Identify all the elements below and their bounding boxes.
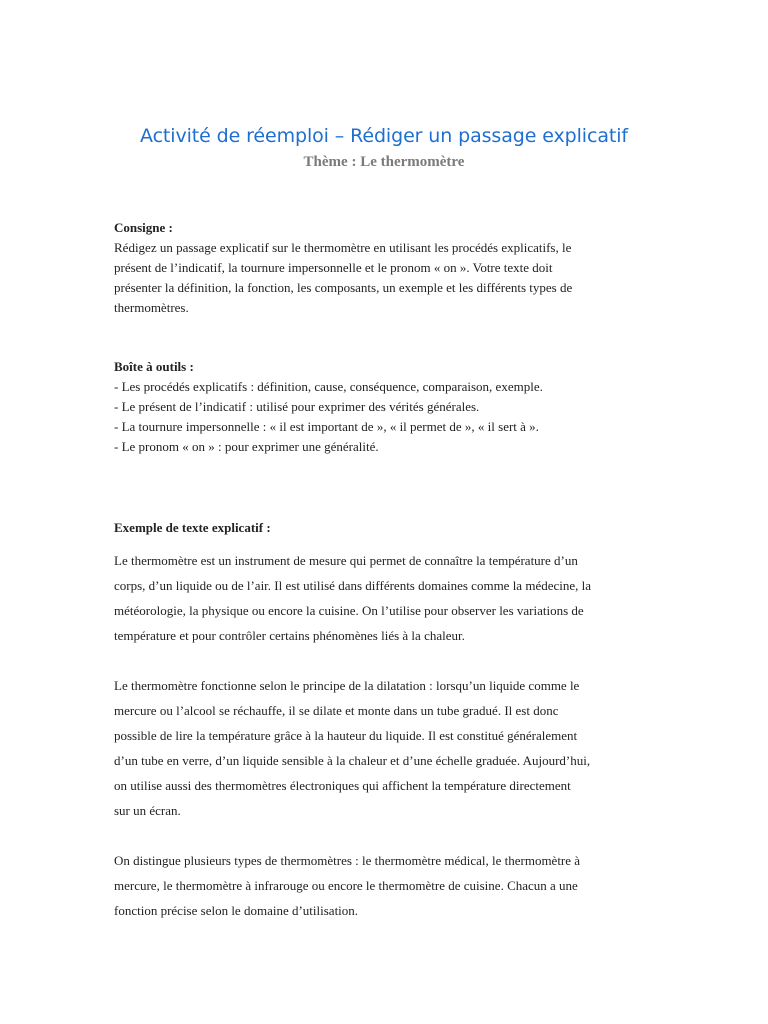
consigne-line: présent de l’indicatif, la tournure impersonnelle et le pronom « on ». Votre texte doit: [114, 260, 553, 275]
paragraph-line: possible de lire la température grâce à la hauteur du liquide. Il est constitué généralement: [114, 728, 578, 743]
paragraph-line: corps, d’un liquide ou de l’air. Il est utilisé dans différents domaines comme la médecine, la: [114, 578, 592, 593]
document-subtitle: Thème : Le thermomètre: [303, 154, 465, 170]
paragraph-line: sur un écran.: [114, 803, 181, 818]
example-paragraph: [114, 848, 659, 923]
paragraph-line: d’un tube en verre, d’un liquide sensible à la chaleur et d’une échelle graduée. Aujourd’hui,: [114, 753, 591, 768]
toolbox-label: Boîte à outils :: [114, 359, 194, 374]
consigne-line: présenter la définition, la fonction, les composants, un exemple et les différents types de: [114, 280, 573, 295]
paragraph-line: météorologie, la physique ou encore la cuisine. On l’utilise pour observer les variations de: [114, 603, 584, 618]
consigne-section: [114, 218, 659, 318]
document-title: Activité de réemploi – Rédiger un passage explicatif: [140, 125, 628, 147]
paragraph-line: Le thermomètre est un instrument de mesure qui permet de connaître la température d’un: [114, 553, 578, 568]
paragraph-line: On distingue plusieurs types de thermomètres : le thermomètre médical, le thermomètre à: [114, 853, 581, 868]
example-paragraph: [114, 673, 659, 823]
toolbox-item: - La tournure impersonnelle : « il est important de », « il permet de », « il sert à ».: [114, 419, 539, 434]
paragraph-line: mercure, le thermomètre à infrarouge ou encore le thermomètre de cuisine. Chacun a une: [114, 878, 578, 893]
toolbox-item: - Les procédés explicatifs : définition, cause, conséquence, comparaison, exemple.: [114, 379, 543, 394]
consigne-line: thermomètres.: [114, 300, 189, 315]
example-heading: Exemple de texte explicatif :: [114, 520, 271, 535]
paragraph-line: on utilise aussi des thermomètres électroniques qui affichent la température directement: [114, 778, 571, 793]
paragraph-line: température et pour contrôler certains phénomènes liés à la chaleur.: [114, 628, 465, 643]
paragraph-line: Le thermomètre fonctionne selon le principe de la dilatation : lorsqu’un liquide comme le: [114, 678, 580, 693]
consigne-line: Rédigez un passage explicatif sur le thermomètre en utilisant les procédés explicatifs, le: [114, 240, 572, 255]
example-paragraph: [114, 548, 659, 648]
toolbox-section: [114, 357, 659, 457]
paragraph-line: mercure ou l’alcool se réchauffe, il se dilate et monte dans un tube gradué. Il est donc: [114, 703, 559, 718]
toolbox-item: - Le pronom « on » : pour exprimer une généralité.: [114, 439, 379, 454]
consigne-label: Consigne :: [114, 220, 173, 235]
toolbox-item: - Le présent de l’indicatif : utilisé pour exprimer des vérités générales.: [114, 399, 480, 414]
paragraph-line: fonction précise selon le domaine d’utilisation.: [114, 903, 359, 918]
